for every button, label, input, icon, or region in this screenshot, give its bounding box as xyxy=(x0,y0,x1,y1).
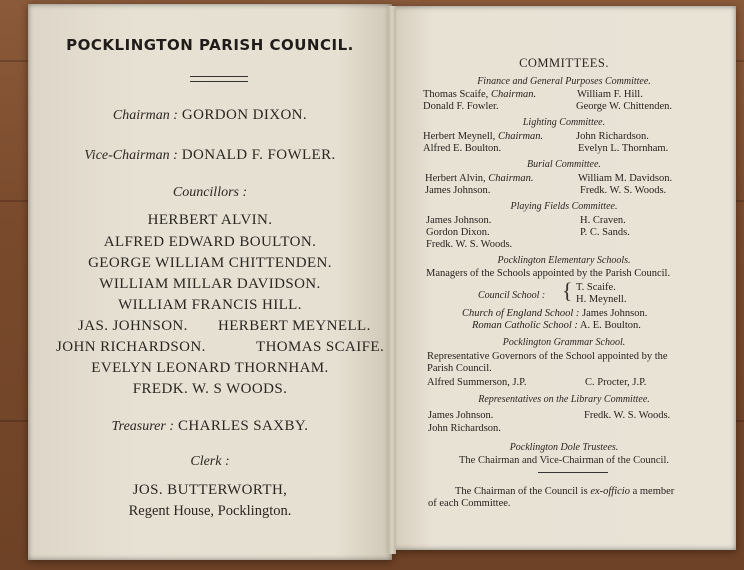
council-school-label: Council School : xyxy=(478,290,546,301)
dole-line: The Chairman and Vice-Chairman of the Council. xyxy=(459,455,669,466)
member: Herbert Alvin, Chairman. xyxy=(425,173,534,184)
councillor: GEORGE WILLIAM CHITTENDEN. xyxy=(88,255,332,271)
member: William M. Davidson. xyxy=(578,173,673,184)
brace-symbol: { xyxy=(562,278,573,303)
member: James Johnson. xyxy=(428,410,494,421)
dole-heading: Pocklington Dole Trustees. xyxy=(509,442,619,453)
member: Thomas Scaife, Chairman. xyxy=(423,89,537,100)
grammar-heading: Pocklington Grammar School. xyxy=(502,337,626,348)
footer-line: The Chairman of the Council is ex-officio a member xyxy=(455,486,675,497)
council-title: POCKLINGTON PARISH COUNCIL. xyxy=(66,36,354,54)
member: Evelyn L. Thornham. xyxy=(578,143,669,154)
vice-chairman-name: DONALD F. FOWLER. xyxy=(181,147,336,163)
treasurer-label: Treasurer : xyxy=(111,419,174,434)
councillor: JAS. JOHNSON. xyxy=(78,318,188,334)
section-rule xyxy=(538,472,608,473)
playing-fields-heading: Playing Fields Committee. xyxy=(510,201,618,212)
member: H. Craven. xyxy=(580,215,626,226)
treasurer-line xyxy=(28,417,392,435)
councillor: WILLIAM FRANCIS HILL. xyxy=(118,297,302,313)
clerk-label: Clerk : xyxy=(190,454,230,469)
member: C. Procter, J.P. xyxy=(585,377,647,388)
member: William F. Hill. xyxy=(577,89,643,100)
clerk-name: JOS. BUTTERWORTH, xyxy=(132,482,288,498)
title-rule xyxy=(190,76,248,82)
councillor: JOHN RICHARDSON. xyxy=(56,339,206,355)
councillor: HERBERT MEYNELL. xyxy=(218,318,371,334)
member: Herbert Meynell, Chairman. xyxy=(423,131,544,142)
member: Alfred E. Boulton. xyxy=(423,143,502,154)
councillors-label: Councillors : xyxy=(172,185,248,200)
grammar-line: Representative Governors of the School appointed by the xyxy=(427,351,668,362)
grammar-line: Parish Council. xyxy=(427,363,492,374)
lighting-heading: Lighting Committee. xyxy=(522,117,606,128)
councillor: ALFRED EDWARD BOULTON. xyxy=(103,234,317,250)
coe-school-line: Church of England School : James Johnson. xyxy=(462,308,648,319)
chairman-line xyxy=(28,106,392,124)
footer-line: of each Committee. xyxy=(428,498,511,509)
elementary-heading: Pocklington Elementary Schools. xyxy=(497,255,631,266)
councillor: WILLIAM MILLAR DAVIDSON. xyxy=(99,276,321,292)
rc-school-line: Roman Catholic School : A. E. Boulton. xyxy=(472,320,641,331)
finance-heading: Finance and General Purposes Committee. xyxy=(477,76,651,87)
councillor: EVELYN LEONARD THORNHAM. xyxy=(91,360,329,376)
member: Fredk. W. S. Woods. xyxy=(426,239,513,250)
treasurer-name: CHARLES SAXBY. xyxy=(178,418,309,434)
member: John Richardson. xyxy=(576,131,649,142)
member: James Johnson. xyxy=(425,185,491,196)
member: James Johnson. xyxy=(426,215,492,226)
committees-title: COMMITTEES. xyxy=(519,56,609,70)
member: Fredk. W. S. Woods. xyxy=(584,410,671,421)
clerk-address: Regent House, Pocklington. xyxy=(128,503,292,519)
vice-chairman-label: Vice-Chairman : xyxy=(84,148,178,163)
library-heading: Representatives on the Library Committee. xyxy=(478,394,650,405)
burial-heading: Burial Committee. xyxy=(527,159,601,170)
member: Gordon Dixon. xyxy=(426,227,490,238)
member: T. Scaife. xyxy=(576,282,616,293)
member: Fredk. W. S. Woods. xyxy=(580,185,667,196)
chairman-label: Chairman : xyxy=(112,108,178,123)
member: Donald F. Fowler. xyxy=(423,101,499,112)
elementary-line: Managers of the Schools appointed by the Parish Council. xyxy=(426,268,671,279)
chairman-name: GORDON DIXON. xyxy=(181,107,308,123)
member: George W. Chittenden. xyxy=(576,101,673,112)
member: Alfred Summerson, J.P. xyxy=(427,377,527,388)
vice-chairman-line xyxy=(28,146,392,164)
member: P. C. Sands. xyxy=(580,227,630,238)
councillor: THOMAS SCAIFE. xyxy=(256,339,385,355)
councillor: HERBERT ALVIN. xyxy=(147,212,273,228)
member: H. Meynell. xyxy=(576,294,627,305)
councillor: FREDK. W. S WOODS. xyxy=(132,381,288,397)
member: John Richardson. xyxy=(428,423,501,434)
